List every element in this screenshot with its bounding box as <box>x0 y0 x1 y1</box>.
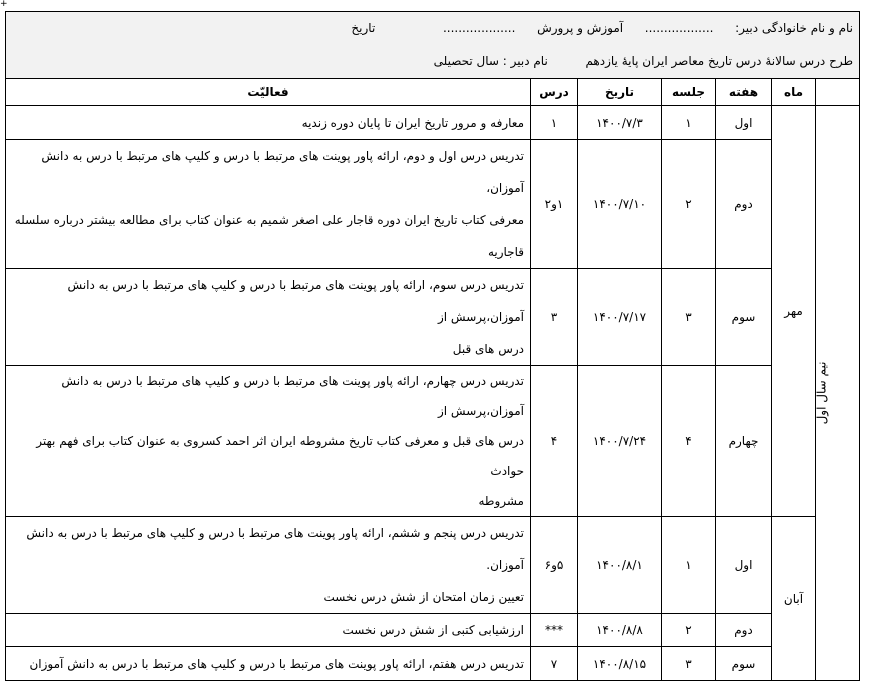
date-cell: ۱۴۰۰/۸/۱ <box>578 517 662 614</box>
date-cell: ۱۴۰۰/۷/۱۷ <box>578 269 662 366</box>
activity-cell <box>6 106 531 140</box>
activity-line: تعیین زمان امتحان از شش درس نخست <box>323 590 524 604</box>
lesson-cell: ۵و۶ <box>531 517 578 614</box>
table-row <box>6 366 860 517</box>
teacher-year-label: نام دبیر : سال تحصیلی <box>433 54 548 68</box>
department-dots: ................... <box>442 21 516 35</box>
week-cell: اول <box>716 517 772 614</box>
activity-cell <box>6 614 531 647</box>
col-week: هفته <box>716 79 772 106</box>
term-cell <box>816 106 860 681</box>
lesson-cell: *** <box>531 614 578 647</box>
table-row <box>6 647 860 681</box>
date-cell: ۱۴۰۰/۸/۸ <box>578 614 662 647</box>
table-row <box>6 140 860 269</box>
header-line-2 <box>12 45 853 78</box>
activity-line: ارزشیابی کتبی از شش درس نخست <box>342 623 524 637</box>
col-date: تاریخ <box>578 79 662 106</box>
session-cell: ۴ <box>662 366 716 517</box>
teacher-name-dots: .................. <box>644 21 714 35</box>
week-cell: سوم <box>716 269 772 366</box>
activity-line: تدریس درس چهارم، ارائه پاور پوینت های مرتبط با درس و کلیپ های مرتبط با درس به دانش آموزان،پرسش از <box>61 374 524 418</box>
date-label: تاریخ <box>351 21 376 35</box>
table-row <box>6 106 860 140</box>
date-cell: ۱۴۰۰/۷/۲۴ <box>578 366 662 517</box>
session-cell: ۲ <box>662 140 716 269</box>
table-row <box>6 614 860 647</box>
session-cell: ۲ <box>662 614 716 647</box>
session-cell: ۱ <box>662 106 716 140</box>
session-cell: ۳ <box>662 647 716 681</box>
activity-cell <box>6 647 531 681</box>
col-session: جلسه <box>662 79 716 106</box>
lesson-cell: ۳ <box>531 269 578 366</box>
column-header-row <box>6 79 860 106</box>
date-cell: ۱۴۰۰/۷/۳ <box>578 106 662 140</box>
department-label: آموزش و پرورش <box>537 21 624 35</box>
col-month: ماه <box>772 79 816 106</box>
lesson-cell: ۱ <box>531 106 578 140</box>
activity-line: تدریس درس سوم، ارائه پاور پوینت های مرتبط با درس و کلیپ های مرتبط با درس به دانش آموزان،پرسش از <box>67 278 524 324</box>
session-cell: ۳ <box>662 269 716 366</box>
activity-line: درس های قبل <box>452 342 524 356</box>
lesson-cell: ۱و۲ <box>531 140 578 269</box>
col-activity: فعالیّت <box>6 79 531 106</box>
table-row <box>6 517 860 614</box>
activity-line: تدریس درس هفتم، ارائه پاور پوینت های مرتبط با درس و کلیپ های مرتبط با درس به دانش آموزان <box>29 656 524 671</box>
session-cell: ۱ <box>662 517 716 614</box>
activity-line: تدریس درس اول و دوم، ارائه پاور پوینت های مرتبط با درس و کلیپ های مرتبط با درس به دانش آموزان، <box>41 149 524 195</box>
lesson-cell: ۴ <box>531 366 578 517</box>
lesson-plan-table <box>5 11 860 681</box>
week-cell: دوم <box>716 140 772 269</box>
activity-line: معارفه و مرور تاریخ ایران تا پایان دوره زندیه <box>301 115 524 130</box>
col-term <box>816 79 860 106</box>
header-line-1 <box>12 12 853 45</box>
month-cell: مهر <box>772 106 816 517</box>
activity-cell <box>6 366 531 517</box>
activity-line: درس های قبل و معرفی کتاب تاریخ مشروطه ایران اثر احمد کسروی به عنوان کتاب برای فهم بهتر حوادث <box>36 434 524 478</box>
plan-title: طرح درس سالانهٔ درس تاریخ معاصر ایران پایهٔ یازدهم <box>585 54 853 68</box>
activity-cell <box>6 140 531 269</box>
week-cell: اول <box>716 106 772 140</box>
month-cell: آبان <box>772 517 816 681</box>
activity-cell <box>6 269 531 366</box>
activity-cell <box>6 517 531 614</box>
teacher-name-label: نام و نام خانوادگی دبیر: <box>735 21 853 35</box>
activity-line: مشروطه <box>478 494 524 508</box>
date-cell: ۱۴۰۰/۷/۱۰ <box>578 140 662 269</box>
date-cell: ۱۴۰۰/۸/۱۵ <box>578 647 662 681</box>
lesson-cell: ۷ <box>531 647 578 681</box>
week-cell: دوم <box>716 614 772 647</box>
activity-line: معرفی کتاب تاریخ ایران دوره قاجار علی اصغر شمیم به عنوان کتاب برای مطالعه بیشتر درباره سلسله قاجاریه <box>14 213 524 259</box>
col-lesson: درس <box>531 79 578 106</box>
table-row <box>6 269 860 366</box>
header-cell <box>6 12 860 79</box>
week-cell: سوم <box>716 647 772 681</box>
week-cell: چهارم <box>716 366 772 517</box>
term-label: نیم سال اول <box>814 361 829 425</box>
header-row <box>6 12 860 79</box>
corner-mark: + <box>0 0 8 9</box>
activity-line: تدریس درس پنجم و ششم، ارائه پاور پوینت های مرتبط با درس و کلیپ های مرتبط با درس به دانش آموزان. <box>26 526 524 572</box>
